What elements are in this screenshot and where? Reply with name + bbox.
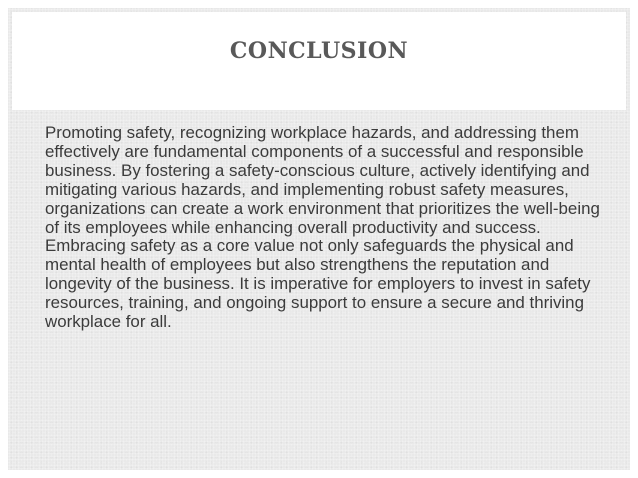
title-band	[12, 12, 626, 110]
slide	[8, 8, 630, 470]
slide-body-text: Promoting safety, recognizing workplace hazards, and addressing them effectively are fundamental components of a successful and responsible business. By fostering a safety-conscious culture, actively identifying and mitigating various hazards, and implementing robust safety measures, organizations can create a work environment that prioritizes the well-being of its employees while enhancing overall productivity and success. Embracing safety as a core value not only safeguards the physical and mental health of employees but also strengthens the reputation and longevity of the business. It is imperative for employers to invest in safety resources, training, and ongoing support to ensure a secure and thriving workplace for all.	[45, 123, 600, 332]
slide-title: CONCLUSION	[229, 38, 409, 64]
